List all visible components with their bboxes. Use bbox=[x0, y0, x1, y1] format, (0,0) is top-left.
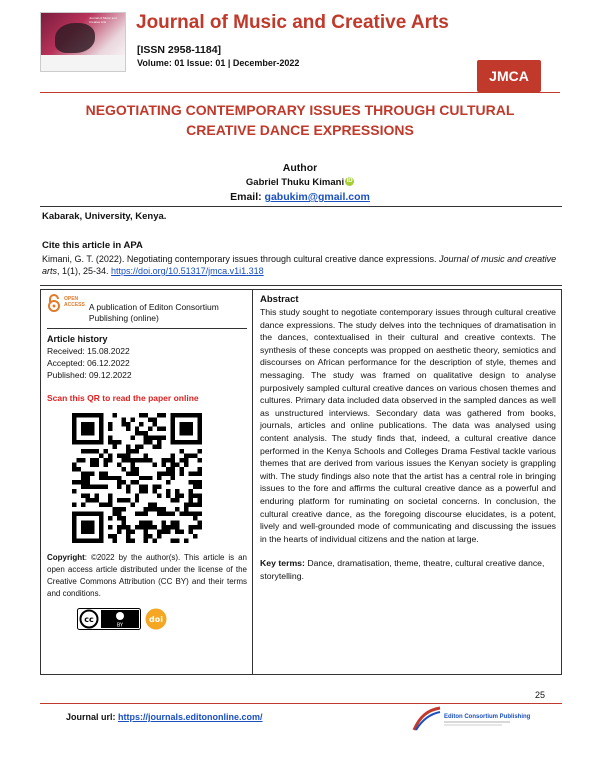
qr-code[interactable] bbox=[72, 413, 202, 543]
open-access-label bbox=[64, 296, 85, 308]
keywords-label: Key terms: bbox=[260, 558, 305, 569]
abstract-text: This study sought to negotiate contemporary issues through cultural creative dance expressions. The study delves into the techniques of dramatisation in the dances, contextualised in their cultural and creative contexts. The synthesis of these concepts was propped on aesthetic theory, semiotics and discourses on African performance for the description of style, themes and messaging. The study was framed on qualitative design to analyse purposively sampled cultural creative dances on various chosen themes and cultures. Primary data included data observed in the sampled dances as well as unstructured interviews. Secondary data was gathered from books, journals, articles and online publications. The data was analysed using content analysis. The study finds that, indeed, a cultural creative dance performed in the Kenya Schools and Colleges Drama Festival tackle various themes that are derived from various issues the Kenyan society is grappling with. The study findings also note that the artist has a central role in bringing issues to the fore and affirms the cultural creative dance as a powerful and enduring platform for ruminating on societal concerns. In conclusion, the cultural creative dance, as the foregoing discourse elucidates, is a potent, lively and well-grounded mode of communicating and discussing the issues in the hearts of individual citizens and the nation at large. bbox=[260, 307, 556, 544]
cover-band bbox=[41, 55, 125, 71]
doi-link[interactable]: https://doi.org/10.51317/jmca.v1i1.318 bbox=[111, 266, 264, 276]
accepted-date: Accepted: 06.12.2022 bbox=[47, 358, 130, 368]
column-divider bbox=[252, 290, 253, 674]
author-heading: Author bbox=[282, 162, 318, 174]
doi-icon[interactable] bbox=[145, 608, 167, 630]
cover-dancer-figure bbox=[55, 23, 95, 53]
citation-journal: Journal of music and creative arts bbox=[42, 254, 557, 276]
affiliation: Kabarak, University, Kenya. bbox=[42, 211, 167, 222]
published-date: Published: 09.12.2022 bbox=[47, 370, 132, 380]
journal-badge: JMCA bbox=[477, 60, 541, 92]
publication-note: A publication of Editon Consortium Publishing (online) bbox=[88, 302, 219, 323]
orcid-icon[interactable]: iD bbox=[346, 178, 353, 184]
journal-url-link[interactable]: https://journals.editononline.com/ bbox=[118, 712, 263, 722]
open-access-label-1: OPEN bbox=[64, 296, 79, 302]
article-info-box bbox=[40, 289, 562, 675]
cite-heading: Cite this article in APA bbox=[42, 240, 143, 251]
received-date: Received: 15.08.2022 bbox=[47, 346, 130, 356]
copyright-text: : ©2022 by the author(s). This article is an open access article distributed under the license of the Creative Commons Attribution (CC BY) and their terms and conditions. bbox=[47, 553, 247, 598]
citation bbox=[42, 253, 558, 277]
svg-text:doi: doi bbox=[149, 615, 163, 624]
cover-title: Journal of Music and Creative Arts bbox=[89, 16, 117, 24]
copyright-notice bbox=[47, 552, 247, 600]
article-title-line-1: NEGOTIATING CONTEMPORARY ISSUES THROUGH CULTURAL bbox=[85, 102, 515, 118]
keywords-text: Dance, dramatisation, theme, theatre, cultural creative dance, storytelling. bbox=[260, 558, 545, 581]
sidebar bbox=[47, 294, 247, 630]
divider bbox=[40, 285, 562, 286]
journal-cover-image bbox=[40, 12, 126, 72]
publisher-logo bbox=[410, 706, 531, 732]
citation-rest: , 1(1), 25-34. bbox=[57, 266, 112, 276]
scan-qr-text: Scan this QR to read the paper online bbox=[47, 393, 199, 403]
article-title-line-2: CREATIVE DANCE EXPRESSIONS bbox=[186, 122, 414, 138]
header-divider bbox=[40, 92, 560, 93]
svg-text:cc: cc bbox=[84, 615, 94, 624]
abstract-section bbox=[260, 294, 556, 582]
issn: [ISSN 2958-1184] bbox=[137, 44, 222, 56]
email-link[interactable]: gabukim@gmail.com bbox=[264, 191, 370, 203]
divider bbox=[40, 206, 562, 207]
page-number: 25 bbox=[535, 690, 546, 700]
author-name-line bbox=[40, 177, 560, 188]
cc-by-license-icon[interactable] bbox=[77, 608, 141, 630]
open-access-row bbox=[47, 294, 247, 324]
open-access-label-2: ACCESS bbox=[64, 302, 85, 308]
svg-text:Editon Consortium Publishing: Editon Consortium Publishing bbox=[444, 714, 531, 720]
license-badges bbox=[77, 608, 247, 630]
svg-text:BY: BY bbox=[116, 622, 124, 629]
keywords bbox=[260, 557, 556, 582]
journal-title: Journal of Music and Creative Arts bbox=[136, 12, 449, 33]
footer-url-line bbox=[66, 712, 263, 722]
abstract-heading: Abstract bbox=[260, 294, 299, 305]
copyright-label: Copyright bbox=[47, 553, 85, 562]
article-title bbox=[40, 100, 560, 140]
journal-url-label: Journal url: bbox=[66, 712, 119, 722]
divider bbox=[47, 328, 247, 329]
author-email-line bbox=[40, 191, 560, 203]
citation-text: Kimani, G. T. (2022). Negotiating contemporary issues through cultural creative dance expressions. bbox=[42, 254, 440, 264]
email-label: Email: bbox=[230, 191, 262, 203]
author-name: Gabriel Thuku Kimani bbox=[245, 177, 345, 188]
footer-divider bbox=[40, 703, 562, 704]
open-access-icon bbox=[47, 294, 61, 312]
history-heading: Article history bbox=[47, 334, 108, 344]
volume-info: Volume: 01 Issue: 01 | December-2022 bbox=[137, 58, 300, 68]
